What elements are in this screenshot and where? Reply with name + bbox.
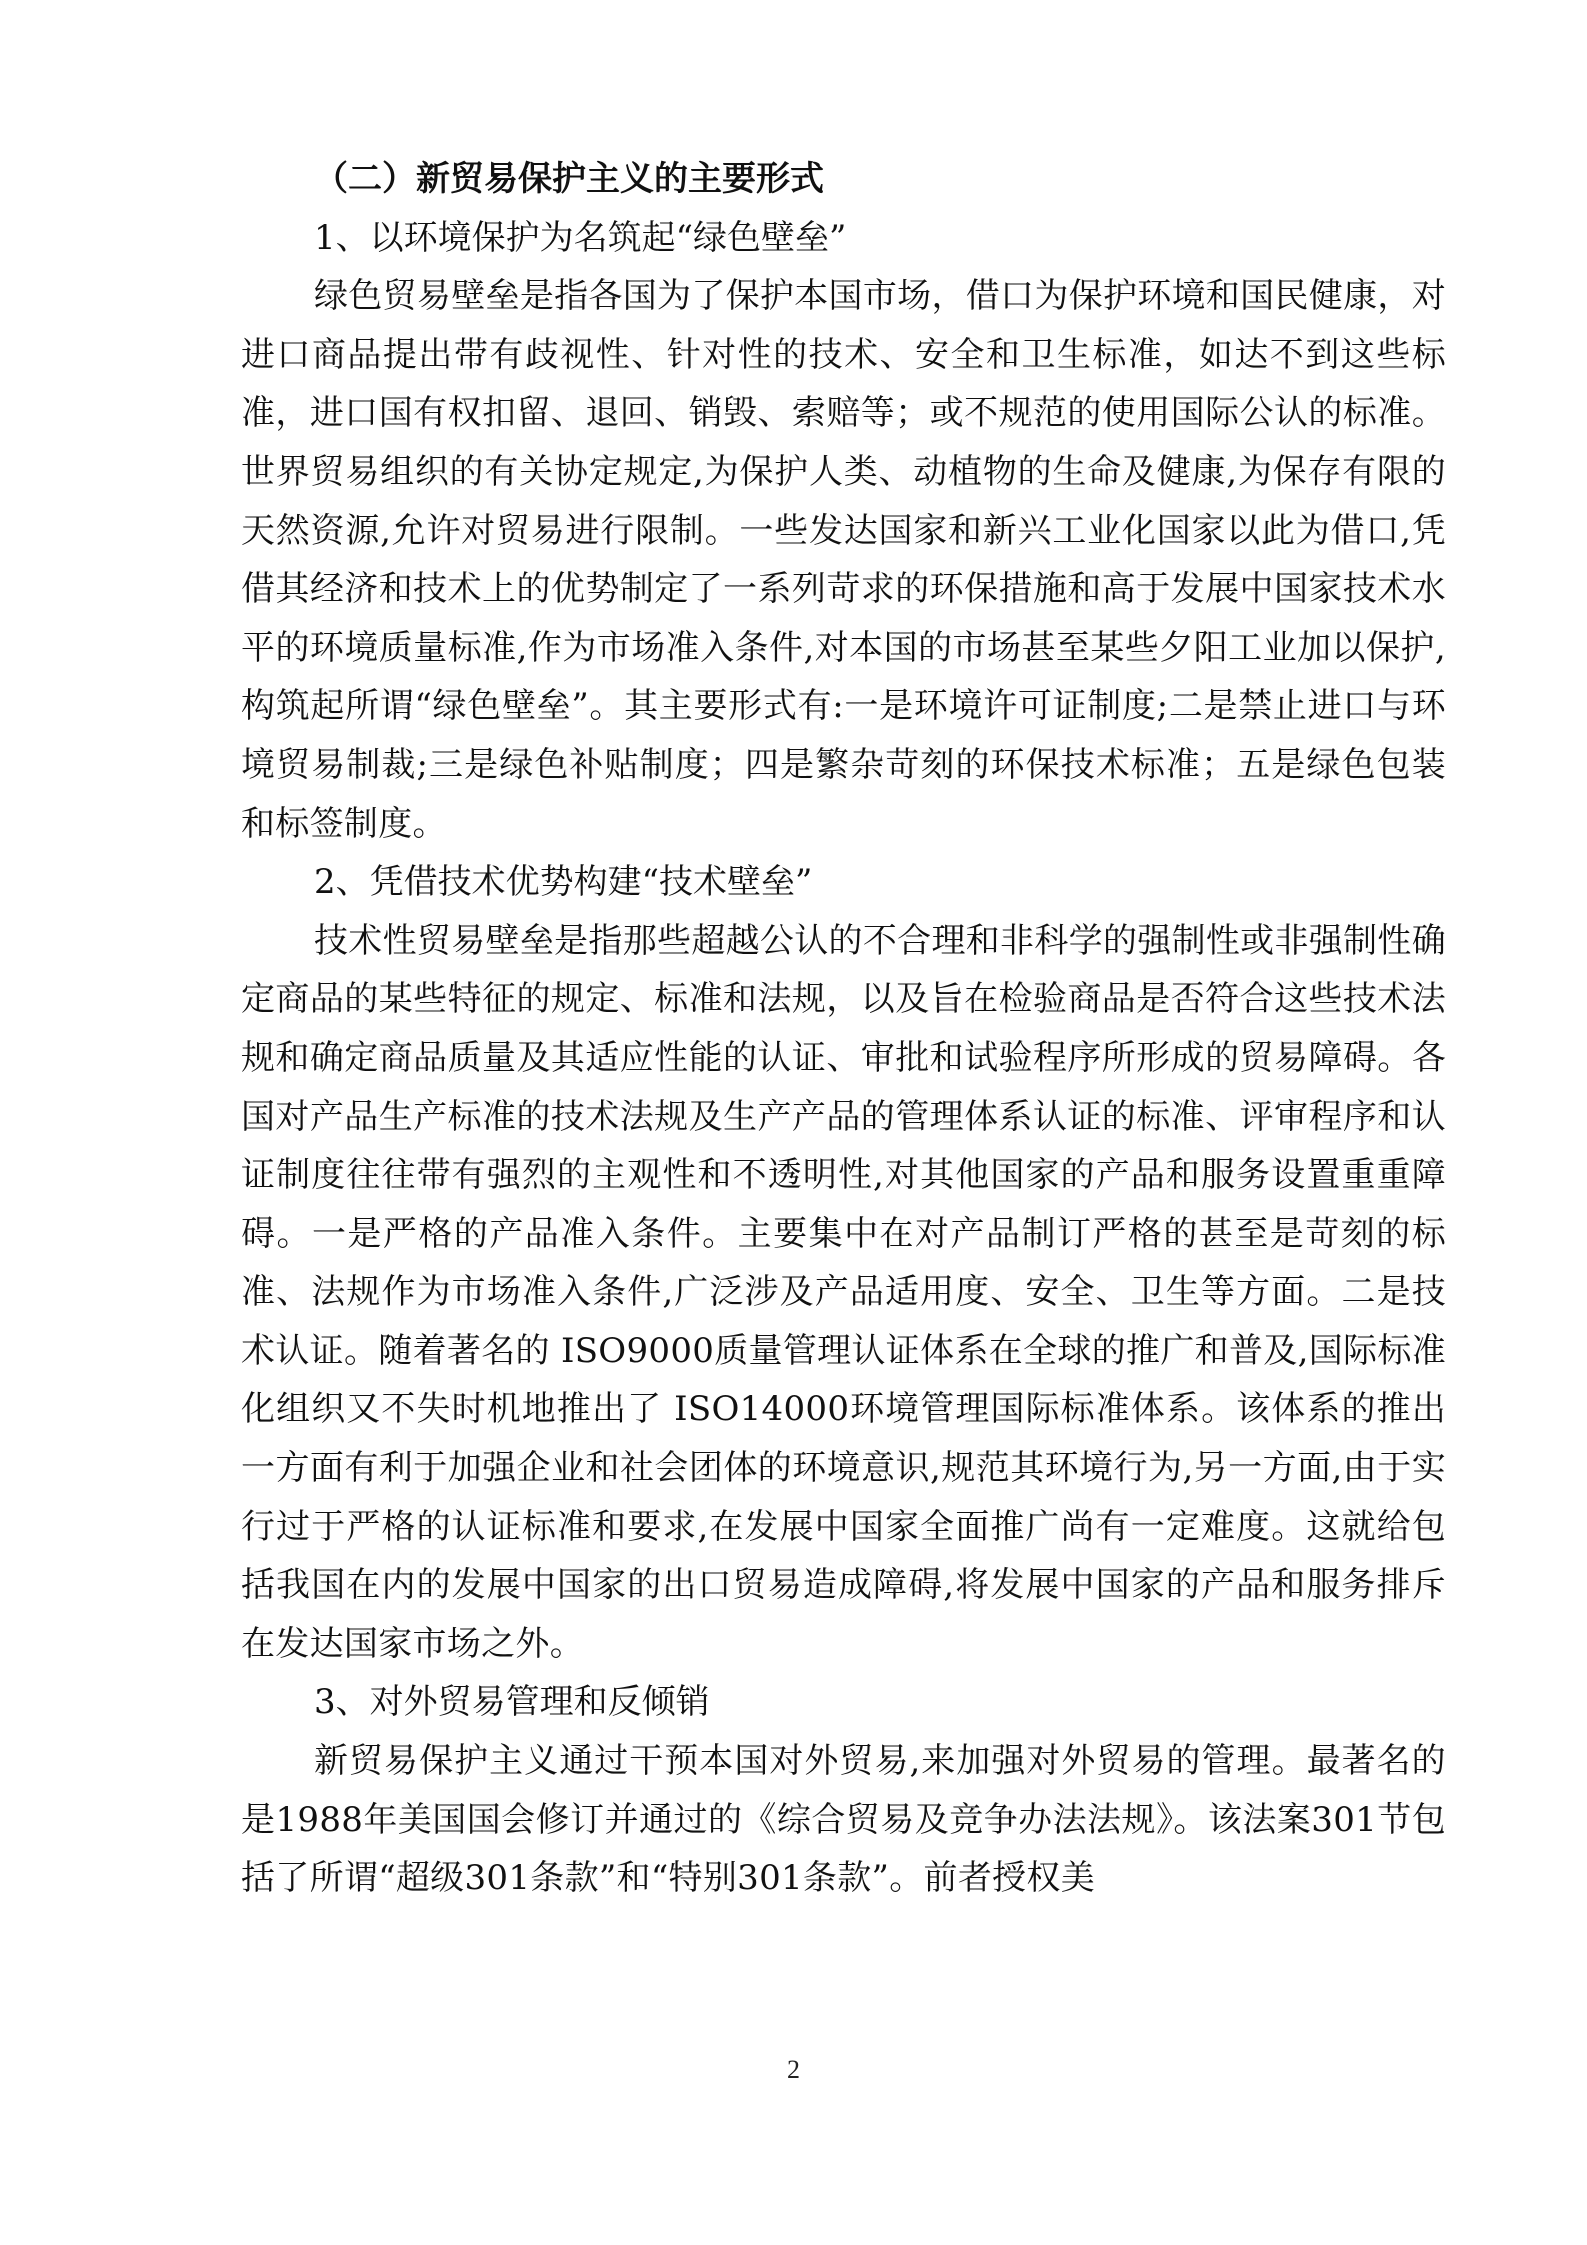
item-2-title: 2、凭借技术优势构建“技术壁垒” [314,862,813,903]
page-number: 2 [787,2055,800,2084]
item-2-body: 技术性贸易壁垒是指那些超越公认的不合理和非科学的强制性或非强制性确定商品的某些特征的规定、标准和法规，以及旨在检验商品是否符合这些技术法规和确定商品质量及其适应性能的认证、审批和试验程序所形成的贸易障碍。各国对产品生产标准的技术法规及生产产品的管理体系认证的标准、评审程序和认证制度往往带有强烈的主观性和不透明性,对其他国家的产品和服务设置重重障碍。一是严格的产品准入条件。主要集中在对产品制订严格的甚至是苛刻的标准、法规作为市场准入条件,广泛涉及产品适用度、安全、卫生等方面。二是技术认证。随着著名的 ISO9000质量管理认证体系在全球的推广和普及,国际标准化组织又不失时机地推出了 ISO14000环境管理国际标准体系。该体系的推出一方面有利于加强企业和社会团体的环境意识,规范其环境行为,另一方面,由于实行过于严格的认证标准和要求,在发展中国家全面推广尚有一定难度。这就给包括我国在内的发展中国家的出口贸易造成障碍,将发展中国家的产品和服务排斥在发达国家市场之外。 [241,920,1446,1664]
section-title: （二）新贸易保护主义的主要形式 [314,159,824,199]
item-1-title: 1、以环境保护为名筑起“绿色壁垒” [314,217,847,258]
item-3-body: 新贸易保护主义通过干预本国对外贸易,来加强对外贸易的管理。最著名的是1988年美国国会修订并通过的《综合贸易及竞争办法法规》。该法案301节包括了所谓“超级301条款”和“特别301条款”。前者授权美 [241,1741,1446,1899]
document-content [241,150,1446,1908]
item-3-title: 3、对外贸易管理和反倾销 [314,1682,710,1723]
item-1-body: 绿色贸易壁垒是指各国为了保护本国市场，借口为保护环境和国民健康，对进口商品提出带有歧视性、针对性的技术、安全和卫生标准，如达不到这些标准，进口国有权扣留、退回、销毁、索赔等；或不规范的使用国际公认的标准。世界贸易组织的有关协定规定,为保护人类、动植物的生命及健康,为保存有限的天然资源,允许对贸易进行限制。一些发达国家和新兴工业化国家以此为借口,凭借其经济和技术上的优势制定了一系列苛求的环保措施和高于发展中国家技术水平的环境质量标准,作为市场准入条件,对本国的市场甚至某些夕阳工业加以保护,构筑起所谓“绿色壁垒”。其主要形式有:一是环境许可证制度;二是禁止进口与环境贸易制裁;三是绿色补贴制度；四是繁杂苛刻的环保技术标准；五是绿色包装和标签制度。 [241,276,1446,844]
